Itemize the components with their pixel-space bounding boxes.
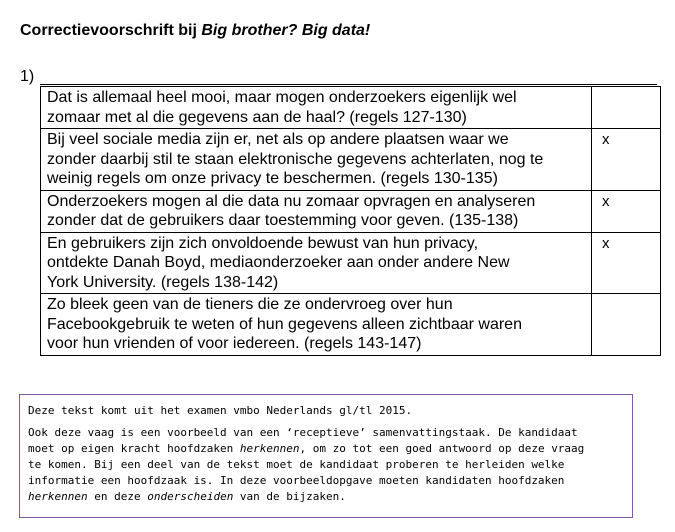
statement-cell bbox=[41, 87, 592, 129]
note-explanation: Ook deze vaag is een voorbeeld van een ‘receptieve’ samenvattingstaak. De kandidaat moet op eigen kracht hoofdzaken herkennen, om zo tot een goed antwoord op deze vraag te komen. Bij een deel van de tekst moet de kandidaat proberen te herleiden welke informatie een hoofdzaak is. In deze voorbeeldopgave moeten kandidaten hoofdzaken herkennen en deze onderscheiden van de bijzaken. bbox=[28, 426, 585, 503]
table-row bbox=[41, 129, 661, 191]
mark-cell bbox=[592, 87, 661, 129]
statement-line: voor hun vrienden of voor iedereen. (regels 143-147) bbox=[47, 335, 422, 352]
mark-cell: x bbox=[592, 129, 661, 191]
statement-line: weinig regels om onze privacy te beschermen. (regels 130-135) bbox=[47, 170, 498, 187]
title-text: Correctievoorschrift bij bbox=[20, 22, 202, 39]
statement-cell bbox=[41, 294, 592, 356]
answer-line bbox=[40, 84, 657, 85]
statement-line: Onderzoekers mogen al die data nu zomaar opvragen en analyseren bbox=[47, 192, 536, 210]
statement-cell bbox=[41, 232, 592, 294]
statement-line: York University. (regels 138-142) bbox=[47, 273, 279, 291]
statement-line: En gebruikers zijn zich onvoldoende bewust van hun privacy, bbox=[47, 234, 479, 252]
statement-cell bbox=[41, 129, 592, 191]
statement-line: zonder daarbij stil te staan elektronische gegevens achterlaten, nog te bbox=[47, 150, 544, 168]
question-number: 1) bbox=[20, 68, 35, 85]
statement-line: zomaar met al die gegevens aan de haal? (regels 127-130) bbox=[47, 108, 467, 126]
table-row bbox=[41, 232, 661, 294]
note-source: Deze tekst komt uit het examen vmbo Nederlands gl/tl 2015. bbox=[28, 404, 413, 417]
statement-line: ontdekte Danah Boyd, mediaonderzoeker aan onder andere New bbox=[47, 254, 510, 271]
mark-cell bbox=[592, 294, 661, 356]
page-title bbox=[20, 22, 370, 40]
mark-cell: x bbox=[592, 232, 661, 294]
mark-cell: x bbox=[592, 190, 661, 232]
statement-line: Facebookgebruik te weten of hun gegevens alleen zichtbaar waren bbox=[47, 315, 522, 333]
table-row bbox=[41, 190, 661, 232]
table-row bbox=[41, 87, 661, 129]
table-row bbox=[41, 294, 661, 356]
statement-line: Zo bleek geen van de tieners die ze ondervroeg over hun bbox=[47, 296, 453, 313]
title-italic-text: Big brother? Big data! bbox=[201, 22, 371, 39]
answer-table bbox=[40, 86, 661, 356]
statement-line: Dat is allemaal heel mooi, maar mogen onderzoekers eigenlijk wel bbox=[47, 89, 517, 106]
statement-cell bbox=[41, 190, 592, 232]
statement-line: Bij veel sociale media zijn er, net als op andere plaatsen waar we bbox=[47, 131, 509, 148]
note-box bbox=[19, 394, 633, 518]
statement-line: zonder dat de gebruikers daar toestemming voor geven. (135-138) bbox=[47, 212, 519, 229]
